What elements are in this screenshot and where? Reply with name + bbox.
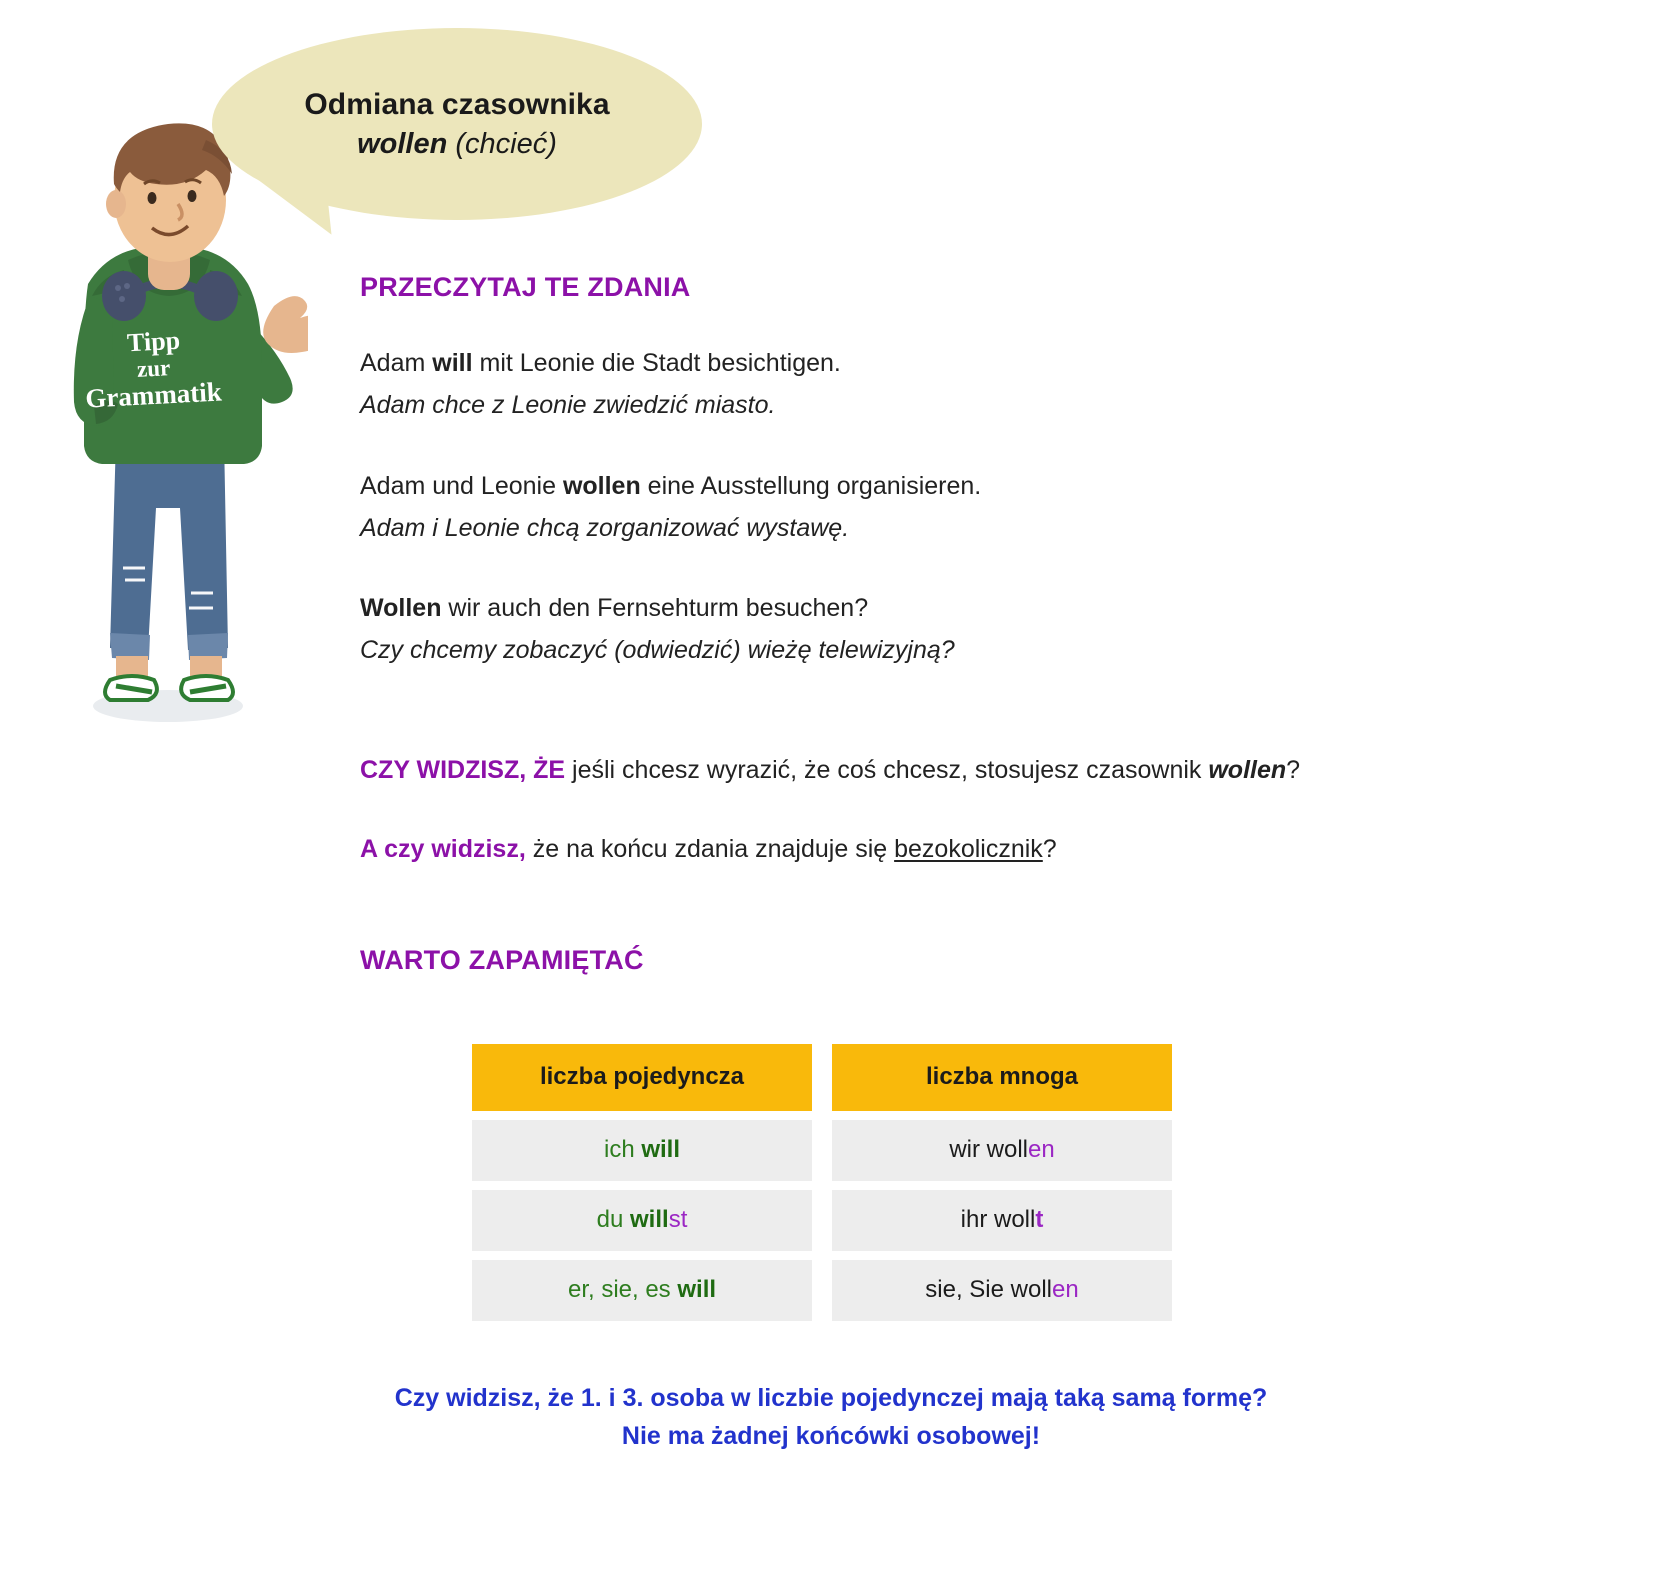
sentence-de-3	[360, 590, 1630, 626]
verb-stem: woll	[1010, 1275, 1052, 1303]
row-gap	[832, 1181, 1172, 1190]
sentence-de-1-post: mit Leonie die Stadt besichtigen.	[472, 349, 841, 377]
heading-read-sentences: PRZECZYTAJ TE ZDANIA	[360, 272, 691, 302]
sentence-pair-3	[360, 590, 1630, 669]
table-row	[472, 1260, 812, 1321]
verb-stem: woll	[986, 1135, 1028, 1163]
sentence-pair-2	[360, 468, 1630, 547]
sentence-de-3-post: wir auch den Fernsehturm besuchen?	[441, 594, 869, 622]
footer-note	[0, 1380, 1662, 1455]
heading-worth-remembering: WARTO ZAPAMIĘTAĆ	[360, 944, 644, 975]
pronoun: ich	[603, 1135, 642, 1163]
notice-2-highlight: A czy widzisz,	[360, 834, 526, 863]
sentence-pl-1: Adam chce z Leonie zwiedzić miasto.	[360, 391, 776, 420]
pronoun: er, sie, es	[567, 1275, 678, 1303]
sentence-pl-3: Czy chcemy zobaczyć (odwiedzić) wieżę telewizyjną?	[360, 636, 955, 665]
content-column	[360, 272, 1630, 1321]
footer-line-2: Nie ma żadnej końcówki osobowej!	[621, 1421, 1041, 1450]
table-row	[832, 1120, 1172, 1181]
sentence-de-1-verb: will	[432, 349, 473, 377]
verb-ending: st	[668, 1205, 688, 1233]
bubble-translation: (chcieć)	[447, 127, 557, 160]
verb-stem: will	[677, 1275, 717, 1303]
verb-ending: t	[1035, 1205, 1044, 1233]
notice-2-text: że na końcu zdania znajduje się	[525, 834, 895, 863]
row-gap	[472, 1181, 812, 1190]
sentence-de-2	[360, 468, 1630, 504]
table-header-singular: liczba pojedyncza	[472, 1044, 812, 1111]
notice-2-underlined: bezokolicznik	[894, 834, 1043, 863]
svg-text:Tipp: Tipp	[126, 325, 181, 358]
svg-text:zur: zur	[136, 355, 171, 382]
sentence-de-3-verb: Wollen	[360, 594, 442, 622]
row-gap	[832, 1251, 1172, 1260]
eye-right	[188, 190, 197, 202]
pronoun: ihr	[960, 1205, 994, 1233]
svg-text:Grammatik: Grammatik	[84, 376, 223, 414]
notice-2	[360, 832, 1630, 867]
table-column-plural	[832, 1044, 1172, 1321]
sentence-de-2-verb: wollen	[562, 471, 641, 500]
table-row	[832, 1190, 1172, 1251]
row-gap	[472, 1251, 812, 1260]
pronoun: wir	[949, 1135, 987, 1163]
headphone-right	[194, 271, 238, 321]
hand-right	[263, 296, 308, 353]
bubble-verb: wollen	[357, 127, 448, 160]
verb-stem: will	[630, 1205, 669, 1233]
row-gap	[832, 1111, 1172, 1120]
sentence-pair-1	[360, 345, 1630, 424]
pronoun: sie, Sie	[925, 1275, 1011, 1303]
table-row	[472, 1190, 812, 1251]
sentence-de-1-pre: Adam	[360, 349, 433, 377]
footer-line-1: Czy widzisz, że 1. i 3. osoba w liczbie pojedynczej mają taką samą formę?	[394, 1384, 1268, 1412]
bubble-subtitle	[357, 128, 557, 161]
sentence-pl-2: Adam i Leonie chcą zorganizować wystawę.	[360, 513, 850, 542]
table-column-singular	[472, 1044, 812, 1321]
notice-1	[360, 753, 1630, 788]
eye-left	[148, 192, 157, 204]
sentence-de-2-pre: Adam und Leonie	[360, 471, 563, 500]
verb-ending: en	[1027, 1135, 1055, 1163]
verb-stem: will	[641, 1135, 681, 1163]
jeans	[110, 438, 228, 650]
pronoun: du	[596, 1205, 631, 1233]
table-row	[472, 1120, 812, 1181]
row-gap	[472, 1111, 812, 1120]
speech-bubble	[212, 28, 702, 220]
table-row	[832, 1260, 1172, 1321]
verb-ending: en	[1052, 1275, 1079, 1303]
notice-1-highlight: CZY WIDZISZ, ŻE	[360, 755, 566, 784]
headphone-left	[102, 271, 146, 321]
notice-1-emphasis: wollen	[1208, 755, 1287, 784]
notice-1-text: jeśli chcesz wyrazić, że coś chcesz, stosujesz czasownik	[565, 755, 1209, 784]
notice-2-tail: ?	[1042, 834, 1057, 863]
bubble-title: Odmiana czasownika	[304, 87, 610, 121]
conjugation-table	[472, 1044, 1630, 1321]
table-header-plural: liczba mnoga	[832, 1044, 1172, 1111]
sentence-de-2-post: eine Ausstellung organisieren.	[640, 471, 982, 500]
notice-1-tail: ?	[1286, 755, 1301, 784]
verb-stem: woll	[994, 1205, 1036, 1233]
sentence-de-1	[360, 345, 1630, 381]
